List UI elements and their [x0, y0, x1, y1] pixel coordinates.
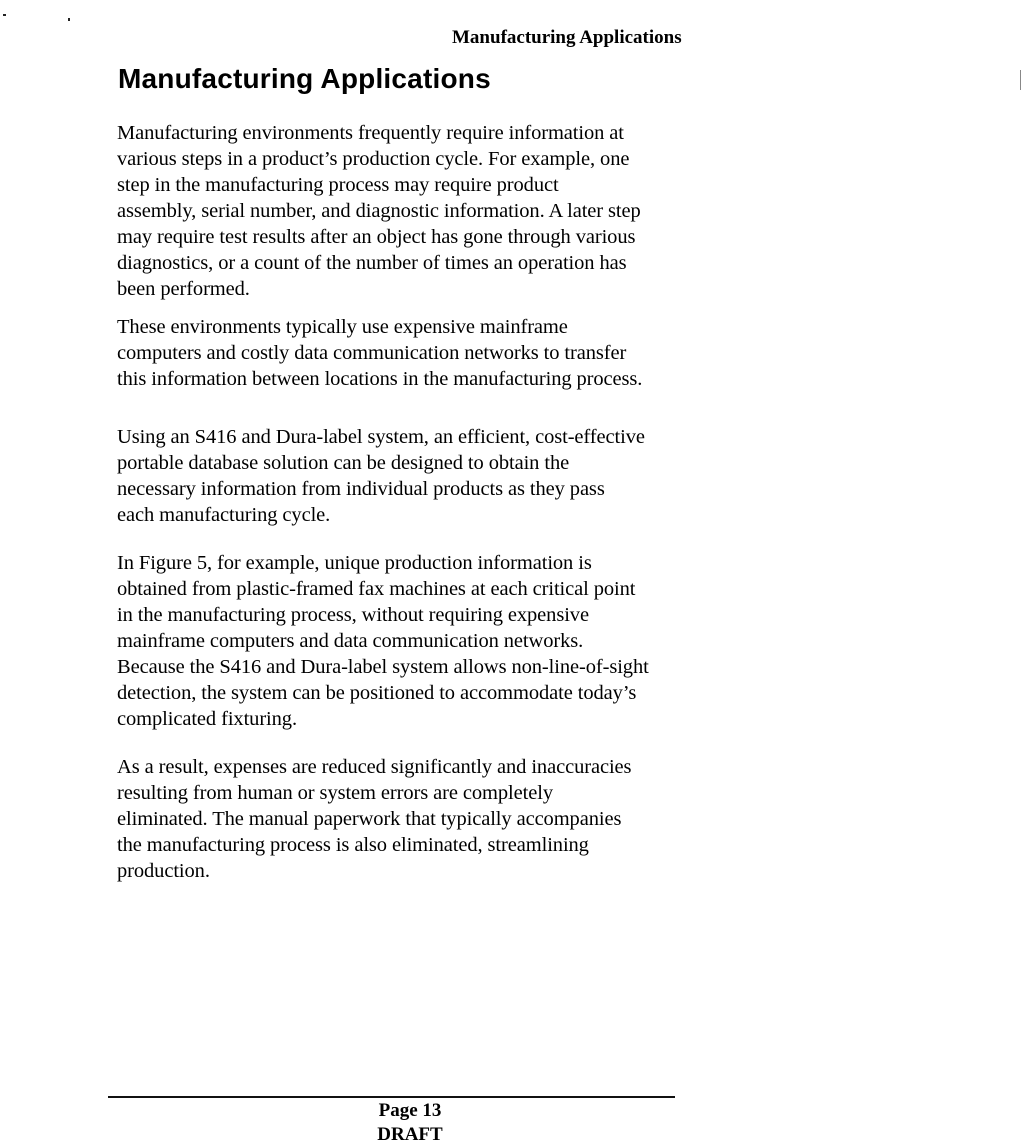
text-line: mainframe computers and data communication networks.: [117, 630, 584, 652]
scan-edge: [1020, 70, 1021, 90]
draft-label: DRAFT: [377, 1124, 443, 1145]
text-line: each manufacturing cycle.: [117, 504, 331, 526]
text-line: portable database solution can be designed to obtain the: [117, 452, 570, 474]
footer-rule: [108, 1096, 675, 1098]
paragraph-2: [117, 314, 642, 392]
text-line: resulting from human or system errors are completely: [117, 782, 553, 804]
text-line: various steps in a product’s production cycle. For example, one: [117, 148, 630, 170]
scan-mark: [3, 14, 6, 16]
text-line: eliminated. The manual paperwork that typically accompanies: [117, 808, 622, 830]
paragraph-3: [117, 424, 645, 528]
text-line: been performed.: [117, 278, 250, 300]
page-title: Manufacturing Applications: [118, 63, 491, 94]
text-line: As a result, expenses are reduced significantly and inaccuracies: [117, 756, 632, 778]
text-line: Manufacturing environments frequently require information at: [117, 122, 624, 144]
text-line: the manufacturing process is also eliminated, streamlining: [117, 834, 589, 856]
text-line: production.: [117, 860, 210, 882]
text-line: necessary information from individual products as they pass: [117, 478, 605, 500]
text-line: in the manufacturing process, without requiring expensive: [117, 604, 589, 626]
text-line: These environments typically use expensive mainframe: [117, 316, 568, 338]
text-line: In Figure 5, for example, unique production information is: [117, 552, 592, 574]
page-number: Page 13: [378, 1100, 442, 1121]
running-header: Manufacturing Applications: [452, 27, 682, 48]
text-line: Using an S416 and Dura-label system, an efficient, cost-effective: [117, 426, 645, 448]
text-line: detection, the system can be positioned to accommodate today’s: [117, 682, 637, 704]
text-line: step in the manufacturing process may require product: [117, 174, 559, 196]
text-line: may require test results after an object has gone through various: [117, 226, 636, 248]
scan-mark: [68, 18, 70, 21]
paragraph-4: [117, 550, 649, 732]
text-line: computers and costly data communication networks to transfer: [117, 342, 627, 364]
text-line: assembly, serial number, and diagnostic information. A later step: [117, 200, 641, 222]
paragraph-5: [117, 754, 631, 884]
text-line: diagnostics, or a count of the number of times an operation has: [117, 252, 627, 274]
text-line: obtained from plastic-framed fax machines at each critical point: [117, 578, 636, 600]
text-line: Because the S416 and Dura-label system allows non-line-of-sight: [117, 656, 649, 678]
text-line: complicated fixturing.: [117, 708, 297, 730]
paragraph-1: [117, 120, 641, 302]
text-line: this information between locations in the manufacturing process.: [117, 368, 643, 390]
